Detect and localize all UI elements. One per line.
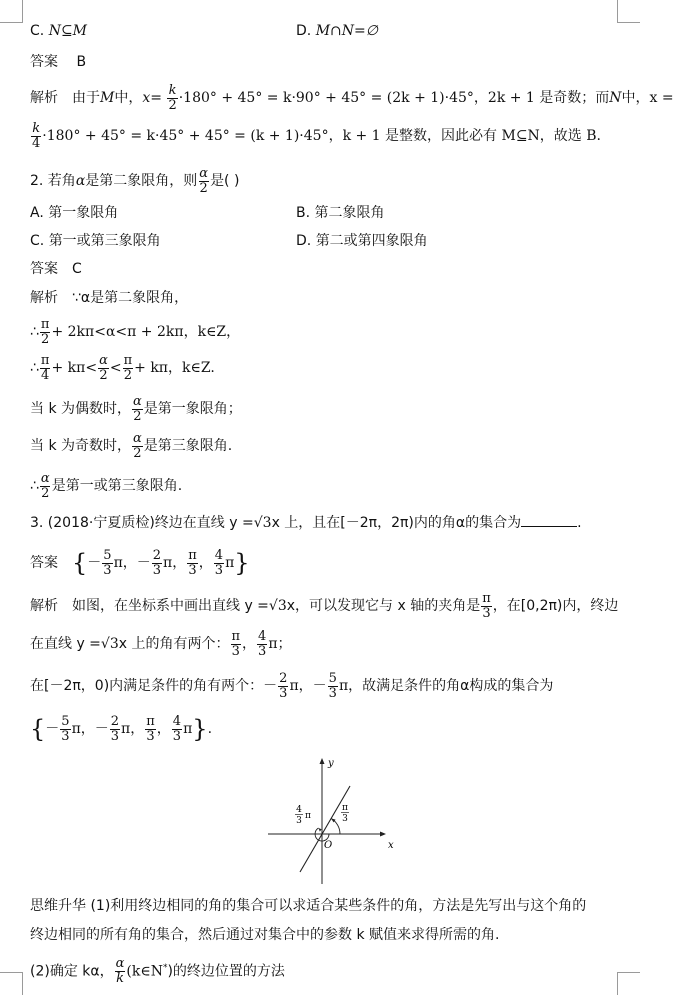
pi: π (225, 555, 235, 571)
q1-opt-c-text: N⊆M (48, 23, 88, 39)
answer-label: 答案 (30, 54, 58, 70)
angle-arc-pi3 (331, 818, 340, 834)
sep: ， (198, 555, 213, 571)
q1-analysis-line2 (30, 120, 618, 152)
label-43-den: 3 (296, 816, 302, 826)
left-brace: { (72, 549, 88, 577)
text: 在直线 y = (30, 636, 101, 652)
because-symbol: ∵ (72, 290, 81, 306)
text: (2)确定 kα， (30, 963, 114, 980)
crop-mark-bottom-right (617, 972, 640, 995)
therefore-symbol: ∴ (30, 360, 39, 376)
axis-x-label: x (388, 840, 394, 851)
pi: π (113, 555, 123, 571)
fraction: $\frac{5}{3}$ (328, 670, 337, 701)
fraction: $\frac{5}{3}$ (61, 713, 70, 744)
right-brace: } (192, 715, 208, 743)
right-brace: } (234, 549, 250, 577)
q2-opt-a-text: 第一象限角 (48, 205, 119, 221)
fraction: $\frac{2}{3}$ (152, 547, 162, 578)
label-pi3-den: 3 (342, 814, 348, 824)
text: < (109, 360, 122, 376)
q1-opt-d-label: D. (296, 23, 312, 39)
crop-mark-top-right (617, 0, 640, 23)
text: 是第一象限角； (143, 401, 242, 417)
text: x 上的角有两个： (118, 636, 230, 652)
sign: － (45, 721, 60, 737)
fraction: $\frac{\pi}{2}$ (40, 316, 50, 347)
superscript: * (162, 963, 168, 973)
text: + kπ，k∈Z. (134, 360, 215, 376)
analysis-label: 解析 (30, 598, 58, 614)
fraction: $\frac{4}{3}$ (214, 547, 224, 578)
var-N: N (609, 90, 622, 106)
text: 当 k 为偶数时， (30, 401, 132, 417)
q2-opt-d-label: D. (296, 233, 312, 249)
sep: ， (122, 555, 137, 571)
text: )的终边位置的方法 (167, 963, 285, 980)
label-pi3-num: π (342, 803, 348, 813)
sep: ， (242, 636, 257, 652)
label-43-pi: π (305, 811, 311, 821)
y-axis-arrow (320, 758, 325, 764)
q3-answer (30, 546, 618, 580)
q1-opt-d-text: M∩N=∅ (315, 23, 378, 39)
text: . (577, 515, 582, 531)
fraction: $\frac{2}{3}$ (110, 713, 120, 744)
fraction: $\frac{4}{3}$ (258, 628, 267, 659)
crop-mark-bottom-left (0, 972, 23, 995)
q3-stem (30, 512, 618, 533)
answer-label: 答案 (30, 555, 58, 571)
sep: ， (156, 721, 171, 737)
text: (1)利用终边相同的角的集合可以求适合某些条件的角，方法是先写出与这个角的 (90, 898, 587, 914)
sign: － (94, 721, 109, 737)
sep: ， (130, 721, 145, 737)
q2-analysis-line4 (30, 393, 618, 425)
fraction: $\frac{\pi}{3}$ (146, 713, 155, 744)
text: + 2kπ<α<π + 2kπ，k∈Z， (51, 324, 241, 340)
pi: π (289, 678, 299, 694)
therefore-symbol: ∴ (30, 324, 39, 340)
text: + kπ< (51, 360, 98, 376)
text: ； (277, 636, 292, 652)
fraction: $\frac{\alpha}{2}$ (40, 470, 50, 501)
pi: π (183, 721, 193, 737)
text: 终边相同的所有角的集合，然后通过对集合中的参数 k 赋值来求得所需的角. (30, 927, 500, 943)
text: 由于 (72, 90, 100, 106)
text: 是( ) (210, 173, 240, 189)
q2-opt-d-text: 第二或第四象限角 (315, 233, 428, 249)
text: 当 k 为奇数时， (30, 438, 132, 454)
text: ，故满足条件的角α构成的集合为 (348, 678, 554, 694)
origin-label: O (324, 840, 333, 851)
q2-options-ab (30, 203, 618, 223)
fraction: $\frac{\alpha}{2}$ (133, 430, 142, 461)
text: ，在[0,2π)内，终边 (492, 598, 619, 614)
fraction: $\frac{\alpha}{k}$ (115, 956, 125, 987)
text: 中， (114, 90, 143, 106)
q2-stem (30, 166, 618, 196)
left-brace: { (30, 715, 46, 743)
text: 是第三象限角. (143, 438, 233, 454)
text: x 上，且在[－2π，2π)内的角α的集合为 (271, 515, 522, 531)
fraction: $\frac{\alpha}{2}$ (199, 165, 209, 196)
summary-line3 (30, 952, 618, 988)
q3-analysis-line4 (30, 712, 618, 746)
summary-title: 思维升华 (30, 898, 86, 914)
pi: π (71, 721, 81, 737)
text: 中，x = (621, 90, 674, 106)
text: 3. (2018·宁夏质检)终边在直线 y = (30, 515, 254, 531)
label-43-num: 4 (296, 805, 302, 815)
q3-analysis-line2 (30, 628, 618, 660)
fraction: $\frac{4}{3}$ (172, 713, 182, 744)
pi: π (338, 678, 349, 694)
q1-opt-c-label: C. (30, 23, 45, 39)
line-y-sqrt3x (300, 786, 350, 872)
q3-analysis-line3 (30, 670, 618, 702)
q2-analysis-line5 (30, 430, 618, 462)
text: . (207, 721, 213, 737)
analysis-label: 解析 (30, 90, 58, 106)
pi: π (268, 636, 278, 652)
var-x: x (142, 90, 151, 106)
answer-value: C (72, 261, 82, 277)
answer-value: B (76, 54, 87, 70)
q3-analysis-line1 (30, 590, 618, 622)
fraction: $\frac{5}{3}$ (103, 547, 112, 578)
text: ，－ (298, 678, 327, 694)
coordinate-figure (262, 756, 392, 886)
text: x，可以发现它与 x 轴的夹角是 (286, 598, 481, 614)
pi: π (121, 721, 131, 737)
sqrt3: √3 (253, 515, 272, 531)
text: 在[－2π，0)内满足条件的角有两个：－ (30, 678, 278, 694)
q2-analysis-line3 (30, 352, 618, 384)
fraction: $\frac{\pi}{3}$ (231, 628, 241, 659)
fraction: $\frac{\alpha}{2}$ (133, 393, 142, 424)
q1-analysis-line1 (30, 82, 674, 114)
text: ·180° + 45° = k·45° + 45° = (k + 1)·45°，k + 1 是整数，因此必有 M⊆N，故选 B. (42, 128, 601, 144)
text: ·180° + 45° = k·90° + 45° = (2k + 1)·45°，2k + 1 是奇数；而 (178, 90, 610, 106)
text: α是第二象限角， (80, 290, 189, 306)
fraction: $\frac{\pi}{3}$ (188, 547, 197, 578)
q1-options-cd (30, 21, 618, 41)
axis-y-label: y (328, 758, 334, 769)
crop-mark-top-left (0, 0, 23, 23)
q2-analysis-line1 (30, 288, 618, 308)
answer-label: 答案 (30, 261, 58, 277)
fraction: $\frac{k}{2}$ (168, 82, 177, 113)
q2-opt-a-label: A. (30, 205, 44, 221)
q2-opt-c-text: 第一或第三象限角 (48, 233, 161, 249)
alpha: α (75, 173, 86, 189)
text: (k∈N (126, 963, 163, 980)
q2-options-cd (30, 231, 618, 251)
answer-blank (521, 512, 577, 527)
fraction: $\frac{\pi}{3}$ (482, 590, 491, 621)
fraction: $\frac{\alpha}{2}$ (99, 352, 108, 383)
text: 是第一或第三象限角. (51, 478, 183, 494)
text: 是第二象限角，则 (85, 173, 198, 189)
q2-analysis-line2 (30, 316, 618, 348)
sep: ， (80, 721, 95, 737)
pi: π (163, 555, 173, 571)
q2-opt-b-label: B. (296, 205, 311, 221)
sign: － (87, 555, 102, 571)
q2-analysis-line6 (30, 470, 618, 502)
x-axis-arrow (380, 832, 386, 837)
summary-line1 (30, 896, 618, 916)
q2-answer (30, 259, 618, 279)
q2-opt-c-label: C. (30, 233, 45, 249)
q2-opt-b-text: 第二象限角 (314, 205, 385, 221)
summary-line2 (30, 925, 618, 945)
fraction: $\frac{\pi}{4}$ (40, 352, 50, 383)
therefore-symbol: ∴ (30, 478, 39, 494)
var-M: M (100, 90, 115, 106)
analysis-label: 解析 (30, 290, 58, 306)
q1-answer (30, 52, 618, 72)
fraction: $\frac{2}{3}$ (279, 670, 288, 701)
text: 2. 若角 (30, 173, 76, 189)
arc-arrow-4pi3 (319, 828, 322, 832)
text: 如图，在坐标系中画出直线 y = (72, 598, 269, 614)
sqrt3: √3 (100, 636, 119, 652)
fraction: $\frac{k}{4}$ (32, 120, 41, 151)
text: = (150, 90, 162, 106)
fraction: $\frac{\pi}{2}$ (123, 352, 133, 383)
sep: ， (172, 555, 187, 571)
sign: － (136, 555, 151, 571)
sqrt3: √3 (268, 598, 287, 614)
